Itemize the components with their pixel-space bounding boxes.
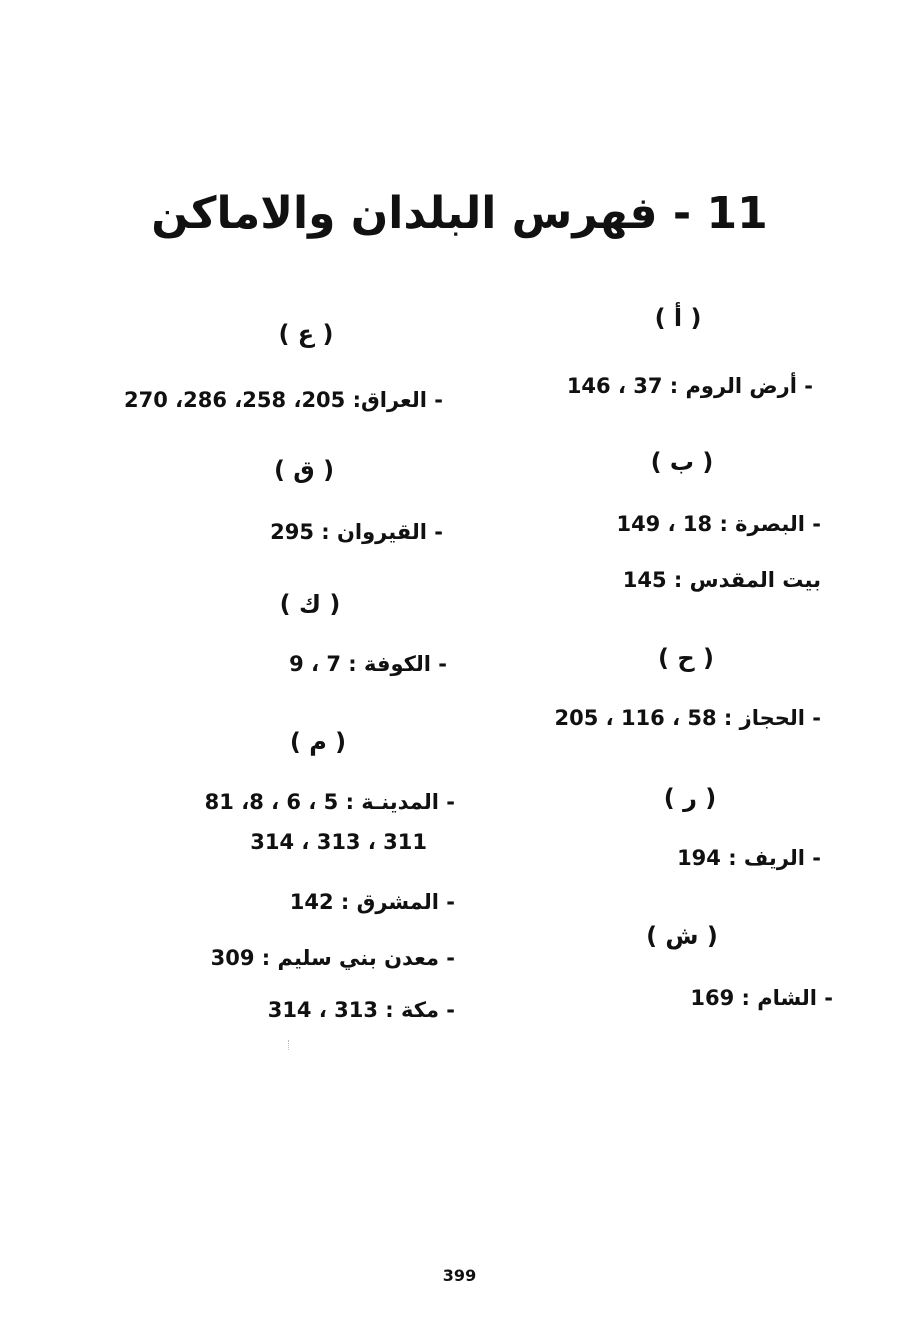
section-heading-mim: ( م ) bbox=[289, 728, 347, 756]
index-entry-bayt-al-maqdis: بيت المقدس : 145 bbox=[622, 568, 821, 592]
index-entry-ard-al-rum: - أرض الروم : 37 ، 146 bbox=[566, 374, 813, 398]
index-entry-madin-bani-sulaym: - معدن بني سليم : 309 bbox=[210, 946, 455, 970]
index-entry-rif: - الريف : 194 bbox=[677, 846, 821, 870]
section-heading-ba: ( ب ) bbox=[650, 448, 714, 476]
page-title: 11 - فهرس البلدان والاماكن bbox=[151, 188, 768, 239]
section-heading-ayn: ( ع ) bbox=[278, 320, 334, 348]
index-entry-makka: - مكة : 313 ، 314 bbox=[267, 998, 455, 1022]
index-entry-madina: - المدينـة : 5 ، 6 ، 8، 81 bbox=[204, 790, 455, 814]
index-entry-mashriq: - المشرق : 142 bbox=[289, 890, 455, 914]
section-heading-shin: ( ش ) bbox=[646, 922, 718, 950]
index-entry-madina-continued: 311 ، 313 ، 314 bbox=[250, 830, 427, 854]
index-entry-iraq: - العراق: 205، 258، 286، 270 bbox=[124, 388, 443, 412]
index-entry-basra: - البصرة : 18 ، 149 bbox=[616, 512, 821, 536]
section-heading-ra: ( ر ) bbox=[663, 784, 717, 812]
section-heading-qaf: ( ق ) bbox=[273, 456, 335, 484]
section-heading-alif: ( أ ) bbox=[654, 304, 702, 332]
section-heading-ha: ( ح ) bbox=[658, 644, 714, 672]
index-entry-sham: - الشام : 169 bbox=[690, 986, 833, 1010]
index-entry-qayrawan: - القيروان : 295 bbox=[270, 520, 443, 544]
index-entry-kufa: - الكوفة : 7 ، 9 bbox=[289, 652, 447, 676]
index-entry-hijaz: - الحجاز : 58 ، 116 ، 205 bbox=[554, 706, 821, 730]
section-heading-kaf: ( ك ) bbox=[279, 590, 341, 618]
paper-speck bbox=[288, 1040, 295, 1050]
page-number: 399 bbox=[442, 1266, 477, 1285]
